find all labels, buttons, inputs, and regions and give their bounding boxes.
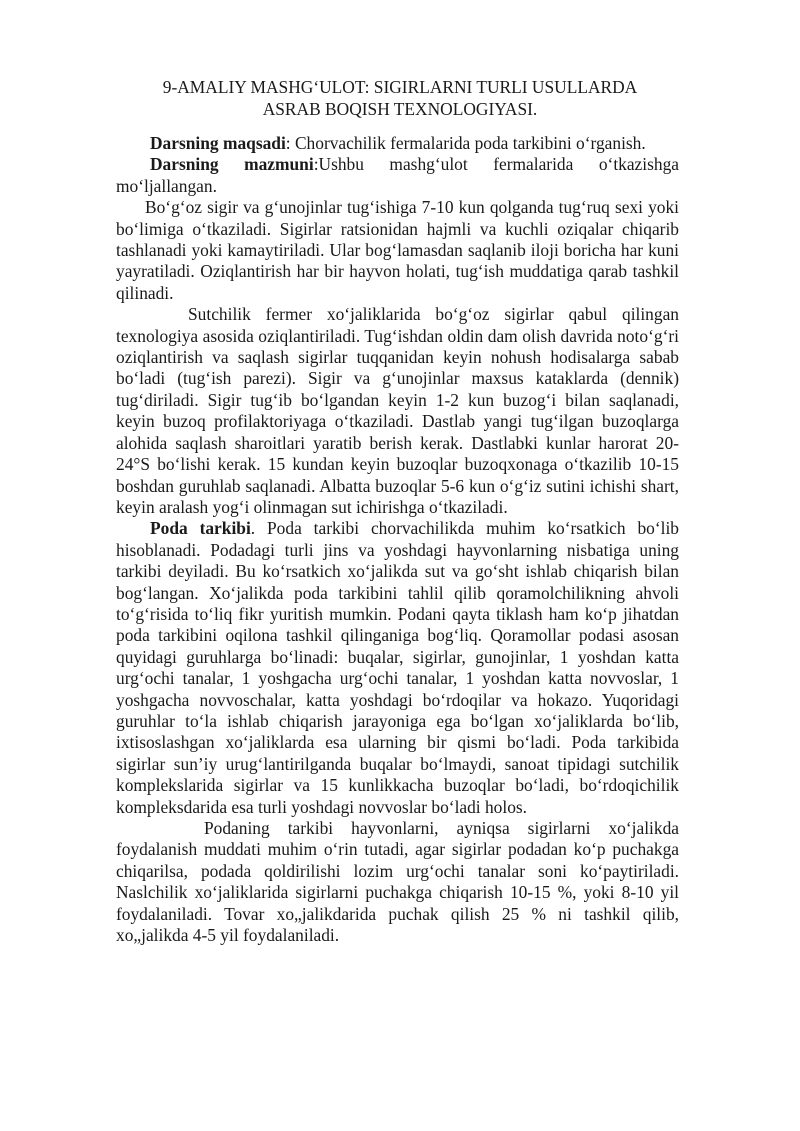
lesson-content-label: Darsning mazmuni bbox=[150, 154, 314, 175]
document-body bbox=[116, 133, 679, 946]
lesson-goal-label: Darsning maqsadi bbox=[150, 133, 286, 153]
paragraph-herd-usage: Podaning tarkibi hayvonlarni, ayniqsa sigirlarni xo‘jalikda foydalanish muddati muhim o‘rin tutadi, agar sigirlar podadan ko‘p puchakga chiqarilsa, podada qoldirilishi lozim urg‘ochi tanalar soni ko‘paytiriladi. Naslchilik xo‘jaliklarida sigirlarni puchakga chiqarish 10-15 %, yoki 8-10 yil foydalaniladi. Tovar xo„jalikdarida puchak qilish 25 % ni tashkil qilib, xo„jalikda 4-5 yil foydalaniladi. bbox=[116, 818, 679, 946]
lesson-content-text: :Ushbu mashg‘ulot fermalarida o‘tkazishga mo‘ljallangan. bbox=[116, 154, 679, 196]
page-title bbox=[0, 76, 800, 120]
lesson-goal-text: : Chorvachilik fermalarida poda tarkibini o‘rganish. bbox=[285, 133, 646, 153]
paragraph-pregnant-cows: Bo‘g‘oz sigir va g‘unojinlar tug‘ishiga 7-10 kun qolganda tug‘ruq sexi yoki bo‘limiga o‘tkaziladi. Sigirlar ratsionidan hajmli va kuchli oziqalar chiqarib tashlanadi yoki kamaytiriladi. Ular bog‘lamasdan saqlanib iloji boricha har kuni yayratiladi. Oziqlantirish har bir hayvon holati, tug‘ish muddatiga qarab tashkil qilinadi. bbox=[116, 197, 679, 303]
title-line-1: 9-AMALIY MASHG‘ULOT: SIGIRLARNI TURLI USULLARDA bbox=[162, 77, 638, 97]
lesson-content-paragraph bbox=[116, 154, 679, 197]
herd-composition-text: . Poda tarkibi chorvachilikda muhim ko‘rsatkich bo‘lib hisoblanadi. Podadagi turli jins va yoshdagi hayvonlarning nisbatiga uning tarkibi deyiladi. Bu ko‘rsatkich xo‘jalikda sut va go‘sht ishlab chiqarish bilan bog‘langan. Xo‘jalikda poda tarkibini tahlil qilib qoramolchilikning ahvoli to‘g‘risida to‘liq fikr yuritish mumkin. Podani qayta tiklash ham ko‘p jihatdan poda tarkibini oqilona tashkil qilinganiga bog‘liq. Qoramollar podasi asosan quyidagi guruhlarga bo‘linadi: buqalar, sigirlar, gunojinlar, 1 yoshdan katta urg‘ochi tanalar, 1 yoshgacha urg‘ochi tanalar, 1 yoshdan katta novvoslar, 1 yoshgacha novvoschalar, katta yoshdagi bo‘rdoqilar va hokazo. Yuqoridagi guruhlar to‘la ishlab chiqarish jarayoniga ega bo‘lgan xo‘jaliklarda bo‘lib, ixtisoslashgan xo‘jaliklarda esa ularning bir qismi bo‘ladi. Poda tarkibida sigirlar sun’iy urug‘lantirilganda buqalar bo‘lmaydi, sanoat tipidagi sutchilik komplekslarida sigirlar va 15 kunlikkacha buzoqlar bo‘ladi, bo‘rdoqichilik kompleksdarida esa turli yoshdagi novvoslar bo‘ladi holos. bbox=[116, 518, 679, 817]
title-line-2: ASRAB BOQISH TEXNOLOGIYASI. bbox=[262, 99, 538, 119]
paragraph-herd-composition bbox=[116, 518, 679, 818]
herd-composition-label: Poda tarkibi bbox=[150, 518, 251, 539]
paragraph-dairy-farms: Sutchilik fermer xo‘jaliklarida bo‘g‘oz sigirlar qabul qilingan texnologiya asosida oziqlantiriladi. Tug‘ishdan oldin dam olish davrida noto‘g‘ri oziqlantirish va saqlash sigirlar tuqqanidan keyin nohush hodisalarga sabab bo‘ladi (tug‘ish parezi). Sigir va g‘unojinlar maxsus kataklarda (dennik) tug‘diriladi. Sigir tug‘ib bo‘lgandan keyin 1-2 kun buzog‘i bilan saqlanadi, keyin buzoq profilaktoriyaga o‘tkaziladi. Dastlab yangi tug‘ilgan buzoqlarga alohida saqlash sharoitlari yaratib berish kerak. Dastlabki kunlar harorat 20-24°S bo‘lishi kerak. 15 kundan keyin buzoqlar buzoqxonaga o‘tkazilib 10-15 boshdan guruhlab saqlanadi. Albatta buzoqlar 5-6 kun o‘g‘iz sutini ichishi shart, keyin aralash yog‘i olinmagan sut ichirishga o‘tkaziladi. bbox=[116, 304, 679, 517]
lesson-goal-paragraph bbox=[116, 133, 679, 154]
